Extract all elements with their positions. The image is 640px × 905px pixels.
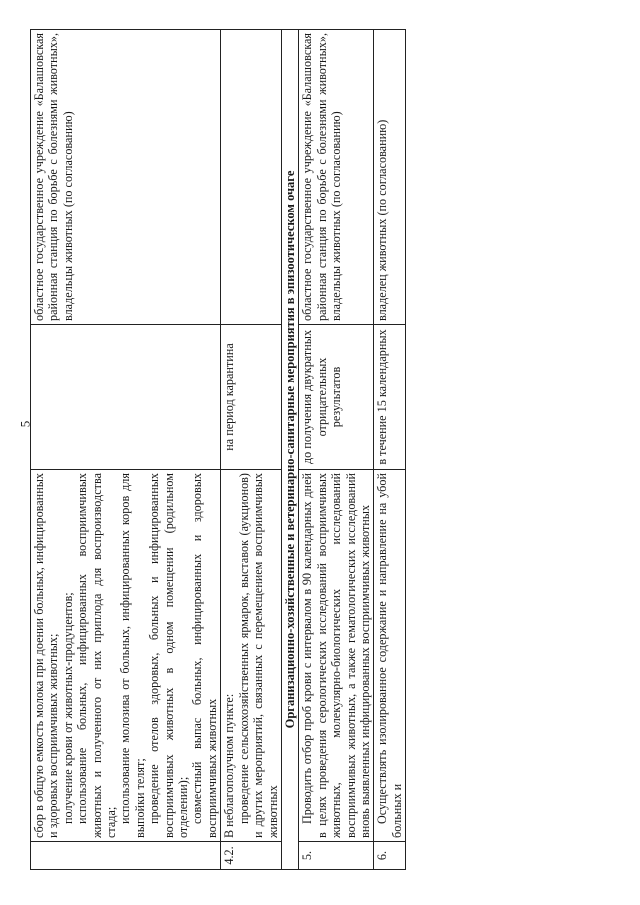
row-number: 6. <box>374 842 406 870</box>
rotated-page <box>30 30 582 870</box>
list-item: проведение отелов здоровых, больных и инфицированных восприимчивых животных в одном помещении (родильном отделении); <box>147 473 191 838</box>
table-row <box>374 30 406 870</box>
page-number: 5 <box>17 420 33 428</box>
measure-text: Осуществлять изолированное содержание и направление на убой больных и <box>374 470 406 842</box>
responsible-cell: владелец животных (по согласованию) <box>374 30 406 325</box>
list-item: использование больных, инфицированных восприимчивых животных и полученного от них приплода для воспроизводства стада; <box>75 473 119 838</box>
row-number: 4.2. <box>221 842 282 870</box>
measure-text <box>31 470 221 842</box>
term-cell: до получения двукратных отрицательных результатов <box>299 325 374 470</box>
row-number <box>31 842 221 870</box>
list-item: получение крови от животных-продуцентов; <box>60 592 75 824</box>
measures-table <box>30 29 406 870</box>
table-row <box>299 30 374 870</box>
section-title: Организационно-хозяйственные и ветеринарно-санитарные мероприятия в эпизоотическом очаге <box>281 30 298 870</box>
table-row <box>221 30 282 870</box>
section-row <box>281 30 298 870</box>
row-text: проведение сельскохозяйственных ярмарок, выставок (аукционов) и других мероприятий, связанных с перемещением восприимчивых животных <box>236 473 280 838</box>
list-item: сбор в общую емкость молока при доении больных, инфицированных и здоровых восприимчивых животных; <box>32 473 61 838</box>
responsible-cell <box>221 30 282 325</box>
responsible-cell: областное государственное учреждение «Балашовская районная станция по борьбе с болезнями животных», владельцы животных (по согласованию) <box>299 30 374 325</box>
table-row <box>31 30 221 870</box>
measure-text: Проводить отбор проб крови с интервалом в 90 календарных дней в целях проведения серологических исследований восприимчивых животных, молекулярно-биологических исследований восприимчивых животных, а также гематологических исследований вновь выявленных инфицированных восприимчивых животных <box>299 470 374 842</box>
row-number: 5. <box>299 842 374 870</box>
responsible-cell: областное государственное учреждение «Балашовская районная станция по борьбе с болезнями животных», владельцы животных (по согласованию) <box>31 30 221 325</box>
list-item: использование молозива от больных, инфицированных коров для выпойки телят; <box>118 473 147 838</box>
term-cell: в течение 15 календарных <box>374 325 406 470</box>
term-cell: на период карантина <box>221 325 282 470</box>
list-item: совместный выпас больных, инфицированных и здоровых восприимчивых животных <box>190 473 219 838</box>
measure-text <box>221 470 282 842</box>
row-lead: В неблагополучном пункте: <box>222 693 237 838</box>
term-cell <box>31 325 221 470</box>
